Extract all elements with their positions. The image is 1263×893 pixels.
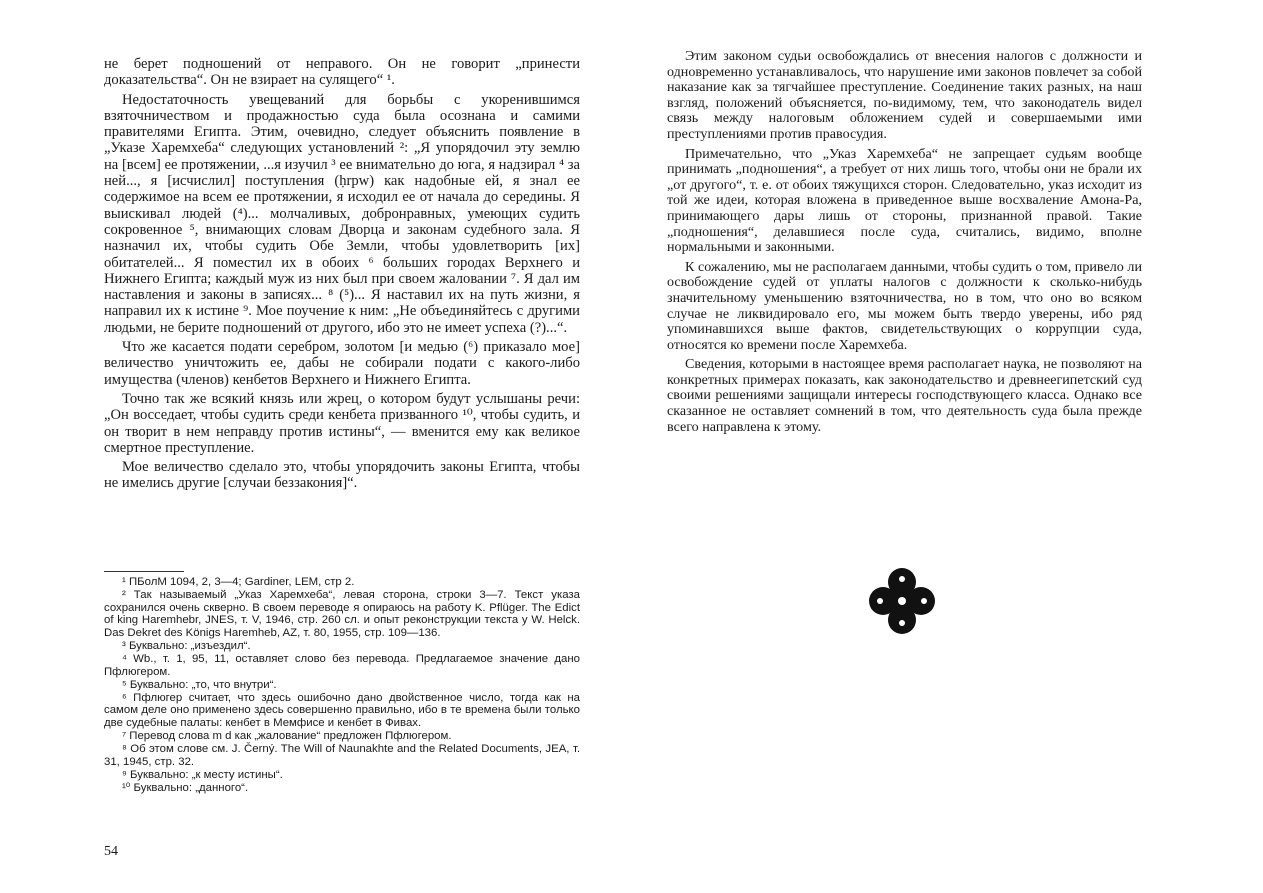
footnote: ² Так называемый „Указ Харемхеба“, левая сторона, строки 3—7. Текст указа сохранился очень скверно. В своем переводе я опираюсь на работу K. Pflüger. The Edict of king Haremhebr, JNES, т. V, 1946, стр. 260 сл. и опыт реконструкции текста у W. Helck. Das Dekret des Königs Haremheb, AZ, т. 80, 1955, стр. 109—136.	[104, 589, 580, 639]
paragraph: К сожалению, мы не располагаем данными, чтобы судить о том, привело ли освобождение судей от уплаты налогов с должности к сколько-нибудь значительному уменьшению взяточничества, но в том, что оно во всяком случае не ликвидировало его, мы можем быть твердо уверены, ибо ряд упоминавшихся выше фактов, свидетельствующих о коррупции суда, относятся ко времени после Харемхеба.	[667, 258, 1142, 353]
footnote: ¹ ПБолМ 1094, 2, 3—4; Gardiner, LEM, стр 2.	[122, 576, 355, 588]
footnote: ⁸ Об этом слове см. J. Černý. The Will of Naunakhte and the Related Documents, JEA, т. 31, 1945, стр. 32.	[104, 743, 580, 768]
paragraph: Что же касается подати серебром, золотом [и медью (⁶) приказало мое] величество уничтожить ее, дабы не собирали подати с какого-либо имущества (членов) кенбетов Верхнего и Нижнего Египта.	[104, 339, 580, 388]
left-body-text	[104, 56, 580, 492]
paragraph: Этим законом судьи освобождались от внесения налогов с должности и одновременно устанавливалось, что нарушение ими законов повлечет за собой наказание как за тягчайшее преступление. Соединение таких разных, на наш взгляд, положений объясняется, по-видимому, тем, что законодатель видел связь между налоговым обложением судей и совершаемыми ими преступлениями против правосудия.	[667, 48, 1142, 142]
footnote: ⁹ Буквально: „к месту истины“.	[122, 768, 283, 781]
paragraph: Примечательно, что „Указ Харемхеба“ не запрещает судьям вообще принимать „подношения“, а требует от них лишь того, чтобы они не брали их „от другого“, т. е. от обоих тяжущихся сторон. Следовательно, указ исходит из той же идеи, которая вложена в приведенное выше восхваление Амона-Ра, принимающего дары лишь от стороны, признанной правой. Такие „подношения“, делавшиеся после суда, считались, видимо, вполне нормальными и законными.	[667, 145, 1142, 256]
footnote-divider	[104, 571, 184, 572]
right-page	[667, 0, 1142, 893]
footnote: ¹⁰ Буквально: „данного“.	[122, 782, 249, 794]
paragraph: не берет подношений от неправого. Он не говорит „принести доказательства“. Он не взирает на сулящего“ ¹.	[104, 56, 580, 89]
paragraph: Сведения, которыми в настоящее время располагает наука, не позволяют на конкретных примерах показать, как законодательство и древнеегипетский суд своими решениями защищали интересы господствующего класса. Однако все сказанное не оставляет сомнений в том, что деятельность суда была прежде всего направлена к этому.	[667, 356, 1142, 435]
right-body-text	[667, 49, 1142, 435]
footnote: ⁷ Перевод слова m d как „жалование“ предложен Пфлюгером.	[122, 730, 452, 743]
four-petal-ornament-icon	[867, 566, 937, 636]
paragraph: Недостаточность увещеваний для борьбы с укоренившимся взяточничеством и продажностью суда была осознана и самими правителями Египта. Этим, очевидно, следует объяснить появление в „Указе Харемхеба“ следующих установлений ²: „Я упорядочил эту землю на [всем] ее протяжении, ...я изучил ³ ее внимательно до юга, я надзирал ⁴ за ней..., я [исчислил] поступления (ḥrpw) как надобные ей, я знал ее содержимое на всем ее протяжении, я исходил ее от начала до середины. Я выискивал людей (⁴)... молчаливых, добронравных, умеющих судить сокровенное ⁵, внимающих словам Дворца и законам судебного зала. Я назначил их, чтобы судить Обе Земли, чтобы удовлетворить [их] обитателей... Я поместил их в обоих ⁶ больших городах Верхнего и Нижнего Египта; каждый муж из них был при своем жаловании ⁷. Я дал им наставления и законы в записях... ⁸ (⁵)... Я наставил их на путь жизни, я направил их к истине ⁹. Мое поучение к ним: „Не объединяйтесь с другими людьми, не берите подношений от другого, ибо это не имеет успеха (?)...“.	[104, 91, 580, 336]
footnote: ³ Буквально: „изъездил“.	[122, 639, 251, 652]
page-number: 54	[104, 844, 118, 859]
paragraph: Точно так же всякий князь или жрец, о котором будут услышаны речи: „Он восседает, чтобы судить среди кенбета призванного ¹⁰, чтобы судить, и он творит в нем неправду против истины“, — вменится ему как великое смертное преступление.	[104, 390, 580, 456]
left-page	[104, 0, 580, 893]
paragraph: Мое величество сделало это, чтобы упорядочить законы Египта, чтобы не имелись другие [случаи беззакония]“.	[104, 459, 580, 492]
footnote: ⁶ Пфлюгер считает, что здесь ошибочно дано двойственное число, тогда как на самом деле оно применено здесь совершенно правильно, ибо в те времена были только две судебные палаты: кенбет в Мемфисе и кенбет в Фивах.	[104, 691, 580, 730]
footnote: ⁴ Wb., т. 1, 95, 11, оставляет слово без перевода. Предлагаемое значение дано Пфлюгером.	[104, 653, 580, 678]
footnotes	[104, 576, 580, 795]
footnote: ⁵ Буквально: „то, что внутри“.	[122, 678, 277, 691]
